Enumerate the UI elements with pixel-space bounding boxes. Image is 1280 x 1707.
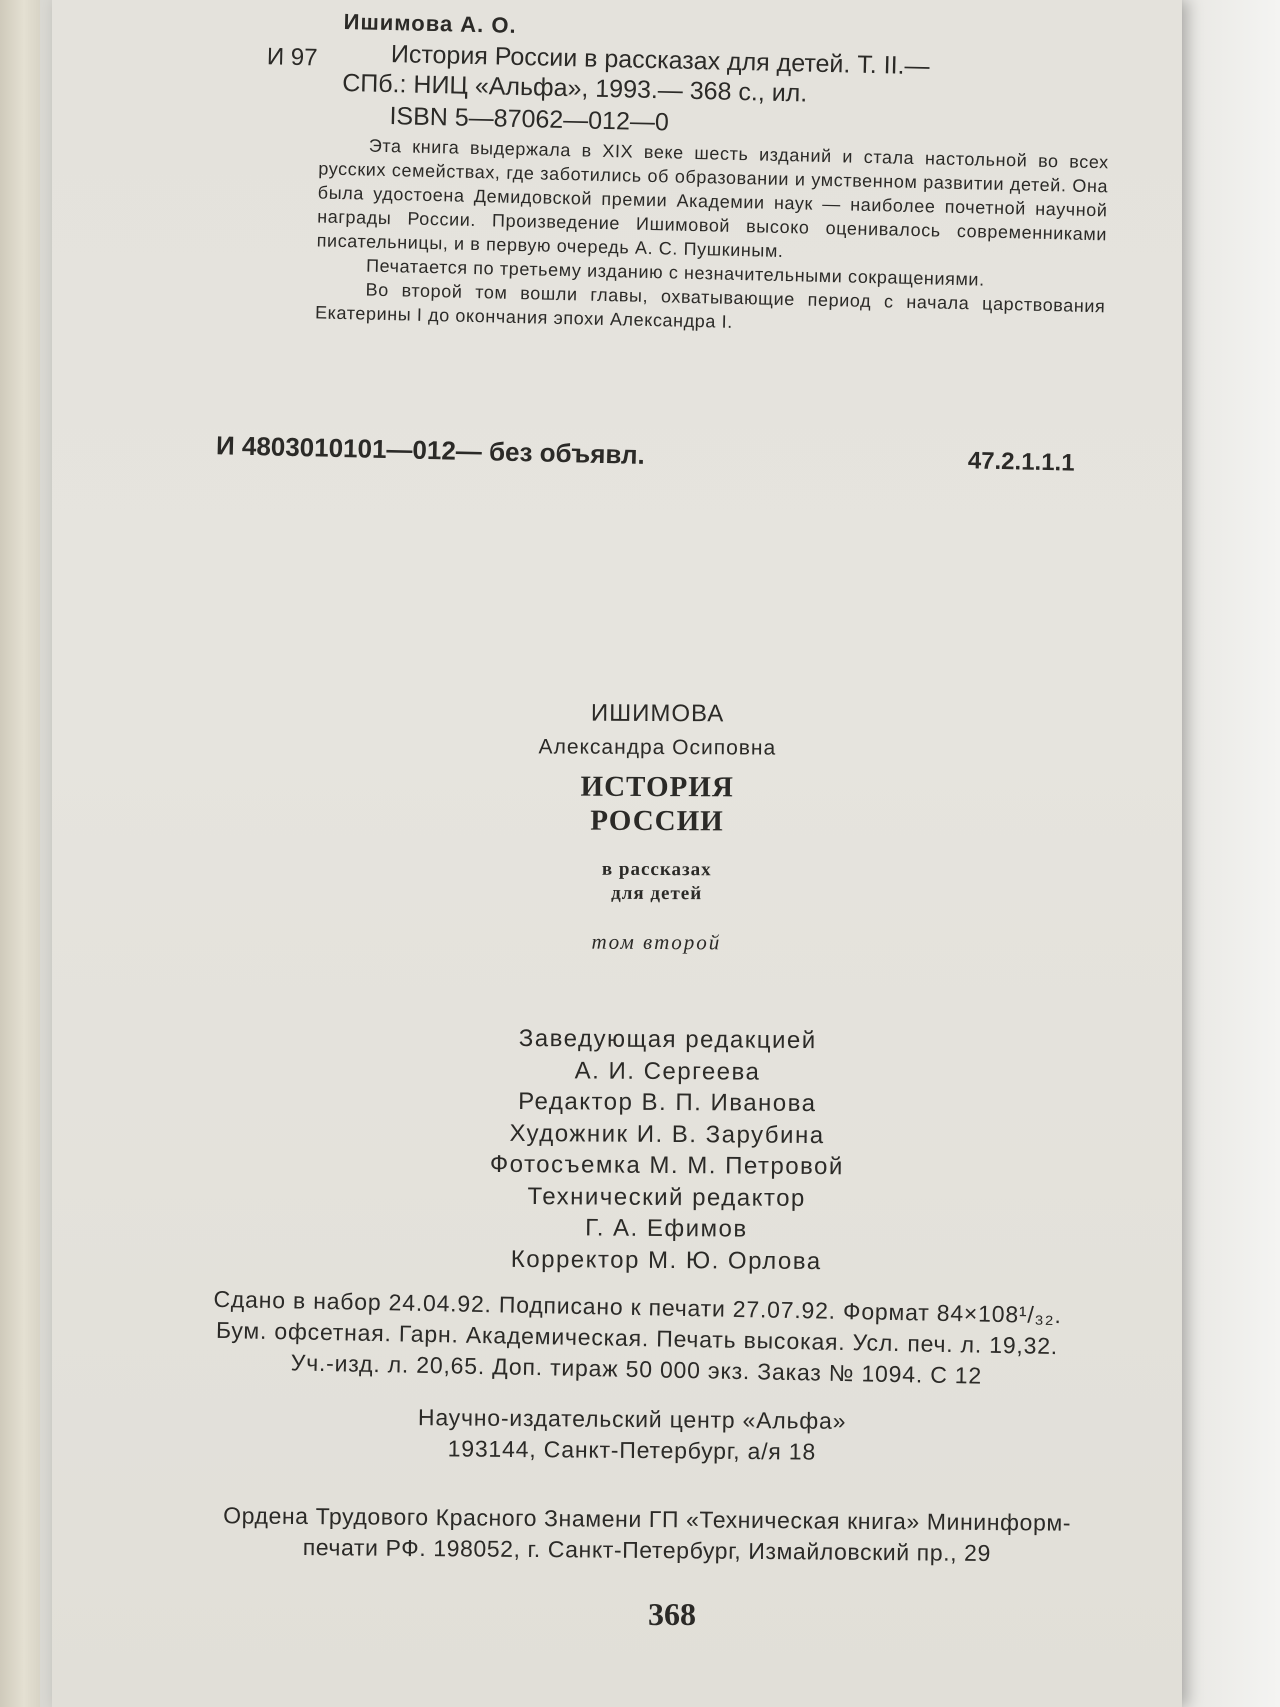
book-title-line: ИСТОРИЯ [580,770,734,804]
publisher-line: 193144, Санкт-Петербург, а/я 18 [447,1435,817,1465]
catalog-isbn: ISBN 5—87062—012—0 [389,102,670,137]
subtitle-line: для детей [611,882,703,905]
description-paragraph: Во второй том вошли главы, охватывающие период с начала царствования Екатерины I до окончания эпохи Александра I. [314,279,1106,332]
catalog-classification: 47.2.1.1.1 [967,447,1075,477]
catalog-card [212,6,1132,477]
credit-line: А. И. Сергеева [574,1056,761,1086]
printer-line: Ордена Трудового Красного Знамени ГП «Техническая книга» Мининформ- [223,1502,1072,1536]
book-page [52,0,1182,1707]
imprint-line: Сдано в набор 24.04.92. Подписано к печати 27.07.92. Формат 84×108¹/₃₂. [213,1285,1062,1329]
publisher-line: Научно-издательский центр «Альфа» [417,1404,847,1434]
book-title [432,769,882,839]
catalog-author: Ишимова А. О. [343,8,517,38]
credit-line: Корректор М. Ю. Орлова [510,1245,822,1275]
description-paragraph: Эта книга выдержала в XIX веке шесть изданий и стала настольной во всех русских семействах, где заботились об образовании и умственном развитии детей. Она была удостоена Демидовской премии Академии наук — наиболее почетной научной награды России. Произведение Ишимовой высоко оценивалось современниками писательницы, и в первую очередь А. С. Пушкиным. [316,135,1109,262]
catalog-publisher-line: СПб.: НИЦ «Альфа», 1993.— 368 с., ил. [341,68,808,108]
imprint-details [131,1282,1143,1394]
credits-list [391,1022,943,1278]
credit-line: Фотосъемка М. М. Петровой [489,1150,844,1181]
credit-line: Редактор В. П. Иванова [518,1087,817,1118]
credit-line: Технический редактор [527,1182,806,1212]
adjacent-page-edge [0,0,40,1707]
credit-line: Художник И. В. Зарубина [509,1119,825,1149]
book-title-line: РОССИИ [590,804,724,838]
credit-line: Г. А. Ефимов [585,1214,748,1243]
printer-line: печати РФ. 198052, г. Санкт-Петербург, Измайловский пр., 29 [302,1533,992,1567]
volume-label: том второй [591,929,722,955]
subtitle-line: в рассказах [601,858,712,881]
imprint-line: Уч.-изд. л. 20,65. Доп. тираж 50 000 экз. Заказ № 1094. С 12 [290,1349,983,1389]
catalog-index: И 97 [266,43,318,72]
credit-line: Заведующая редакцией [518,1024,817,1055]
page-number: 368 [648,1596,696,1632]
catalog-title-line: История России в рассказах для детей. Т. II.— [390,40,930,81]
printer-info [112,1499,1183,1570]
publisher-info [352,1402,913,1469]
catalog-code: И 4803010101—012— без объявл. [215,430,646,470]
catalog-description [315,132,1109,342]
author-surname: ИШИМОВА [590,699,725,728]
imprint-line: Бум. офсетная. Гарн. Академическая. Печать высокая. Усл. печ. л. 19,32. [215,1316,1059,1360]
description-paragraph: Печатается по третьему изданию с незначительными сокращениями. [365,255,985,290]
book-subtitle [432,857,882,907]
author-given-names: Александра Осиповна [538,735,777,760]
title-block [431,699,882,956]
